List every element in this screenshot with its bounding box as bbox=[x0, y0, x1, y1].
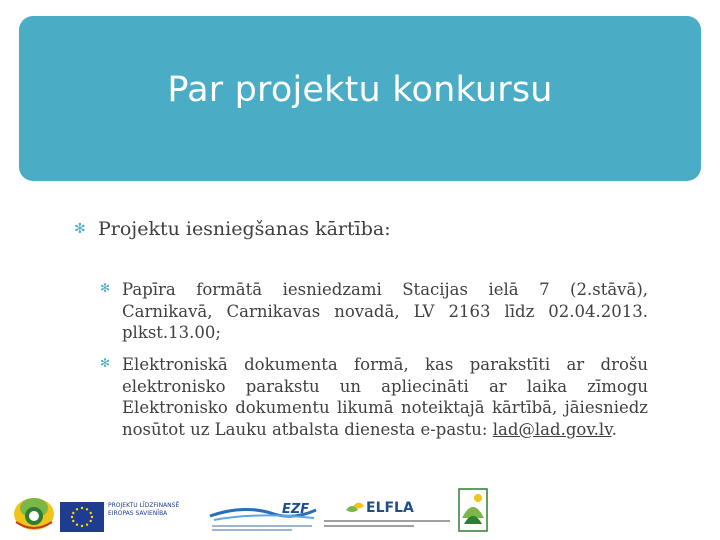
ezf-logo-icon bbox=[204, 498, 322, 532]
ezf-logo-text: EZF bbox=[282, 502, 310, 517]
sub-bullet-text bbox=[122, 354, 648, 440]
sub-bullet-text-part: Elektroniskā dokumenta formā, kas parakstīti ar drošu elektronisko parakstu un apliecināti ar laika zīmogu Elektronisko dokumentu likumā noteiktajā kārtībā, jāiesniedz nosūtot uz Lauku atbalsta dienesta e-pastu: bbox=[122, 355, 648, 439]
sub-bullet-text: Papīra formātā iesniedzami Stacijas ielā 7 (2.stāvā), Carnikavā, Carnikavas novadā, LV 2163 līdz 02.04.2013. plkst.13.00; bbox=[122, 280, 648, 342]
asterisk-bullet-icon: ✻ bbox=[74, 221, 86, 237]
email-link[interactable]: lad@lad.gov.lv bbox=[492, 419, 612, 439]
slide-title: Par projektu konkursu bbox=[167, 70, 553, 110]
sub-bullet-text-part: . bbox=[611, 419, 617, 439]
title-band bbox=[19, 16, 701, 181]
asterisk-bullet-icon: ✻ bbox=[100, 356, 111, 370]
bullet-text: Projektu iesniegšanas kārtība: bbox=[98, 218, 391, 240]
eu-cofinance-text: PROJEKTU LĪDZFINANSĒ EIROPAS SAVIENĪBA bbox=[108, 502, 180, 517]
logo-strip bbox=[0, 488, 720, 540]
leader-logo-icon bbox=[458, 488, 488, 532]
elfla-logo-icon bbox=[322, 496, 456, 532]
elfla-logo-text: ELFLA bbox=[366, 500, 414, 516]
lad-logo-icon bbox=[12, 490, 56, 532]
eu-flag-icon bbox=[60, 502, 104, 532]
asterisk-bullet-icon: ✻ bbox=[100, 281, 111, 295]
